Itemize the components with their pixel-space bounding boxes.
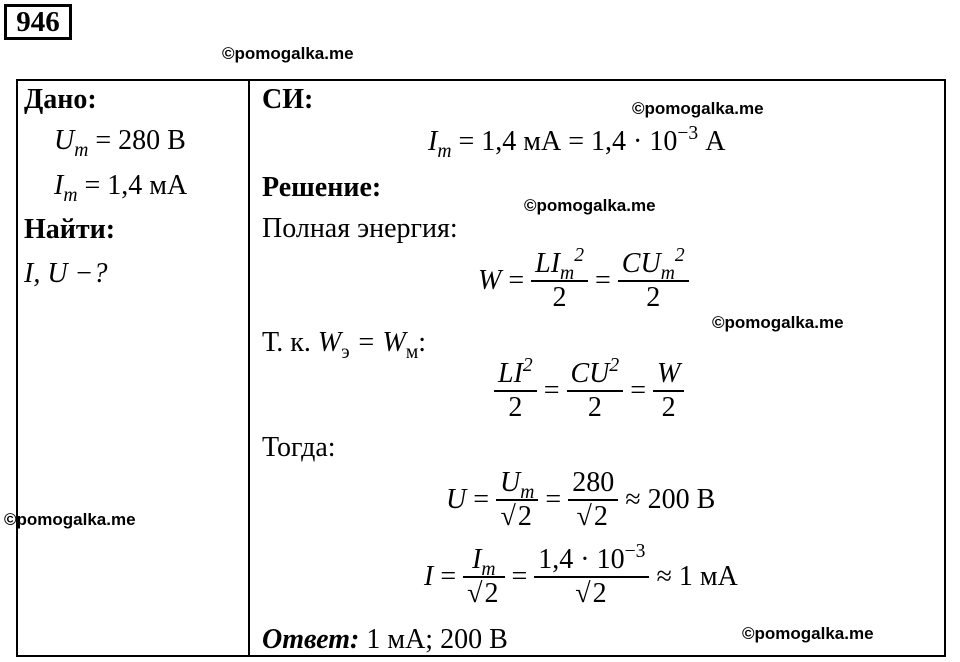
voltage-formula: U = $\frac{U_m}{√2}$ = $\frac{280}{√2}$ ≈ 200 В <box>446 467 716 532</box>
column-divider <box>248 79 250 657</box>
given-im: $I_m = 1,4$ мА <box>54 170 188 206</box>
energy-equality: $\frac{LI^2}{2}$ = $\frac{CU^2}{2}$ = $\frac{W}{2}$ <box>494 358 684 424</box>
find-expression: I, U −? <box>24 258 108 289</box>
watermark: ©pomogalka.me <box>222 44 354 63</box>
given-um: $U_m = 280$ В <box>54 125 186 161</box>
solution-heading: Решение: <box>262 172 382 203</box>
answer-line: Ответ: 1 мА; 200 В <box>262 624 508 655</box>
then-text: Тогда: <box>262 432 336 463</box>
watermark: ©pomogalka.me <box>632 99 764 118</box>
full-energy-text: Полная энергия: <box>262 213 458 244</box>
watermark: ©pomogalka.me <box>4 510 136 529</box>
watermark: ©pomogalka.me <box>524 196 656 215</box>
find-heading: Найти: <box>24 214 116 245</box>
watermark: ©pomogalka.me <box>712 313 844 332</box>
energy-formula: W = $\frac{LI_m^2}{2}$ = $\frac{CU_m^2}{2}$ <box>478 248 689 314</box>
problem-number: 946 <box>4 4 72 40</box>
given-heading: Дано: <box>24 84 97 115</box>
si-heading: СИ: <box>262 84 314 115</box>
current-formula: I = $\frac{I_m}{√2}$ = $\frac{1,4 \cdot 10^{-3}}{√2}$ ≈ 1 мА <box>424 541 738 609</box>
si-conversion: $I_m = 1,4$ мА = $1,4 \cdot 10^{-3}$ А <box>428 123 726 162</box>
watermark: ©pomogalka.me <box>742 624 874 643</box>
since-statement: Т. к. $W_э = W_м$: <box>262 327 427 363</box>
